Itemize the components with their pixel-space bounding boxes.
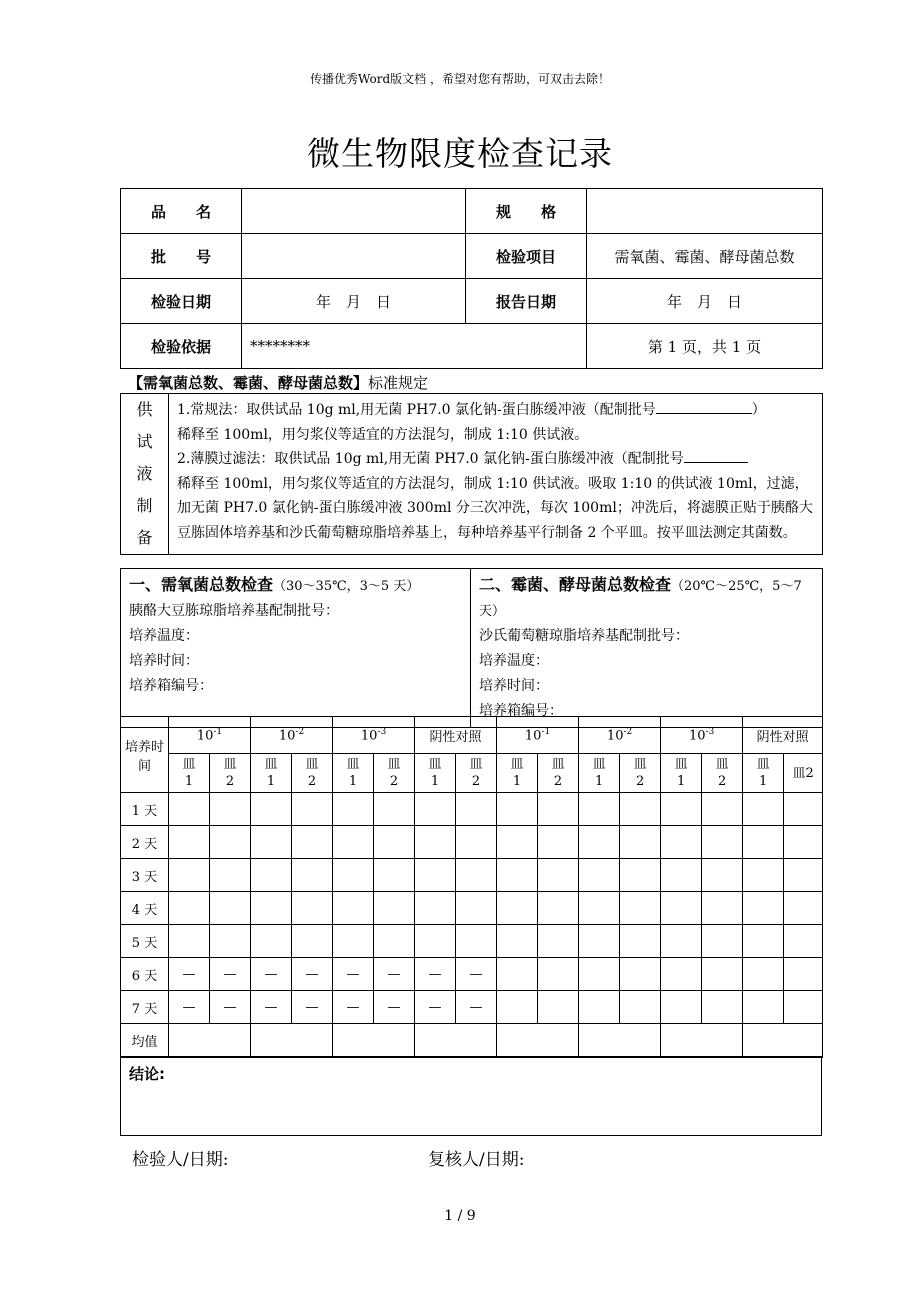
aerobic-heading <box>129 572 462 599</box>
count-cell[interactable] <box>497 892 538 925</box>
method2-text-a: 2.薄膜过滤法：取供试品 10g ml,用无菌 PH7.0 氯化钠-蛋白胨缓冲液（配制批号 <box>177 451 684 467</box>
count-cell[interactable] <box>579 826 620 859</box>
dish-label: 皿 <box>182 757 196 772</box>
count-cell[interactable] <box>743 925 784 958</box>
count-cell[interactable] <box>743 793 784 826</box>
count-cell[interactable] <box>333 892 374 925</box>
dish-header <box>374 754 415 793</box>
dilution-header <box>169 717 251 754</box>
count-cell[interactable] <box>702 826 743 859</box>
not-applicable-cell: — <box>333 991 374 1024</box>
day-label: 7 天 <box>121 991 169 1024</box>
dish-header <box>456 754 497 793</box>
header-note: 传播优秀Word版文档 ，希望对您有帮助，可双击去除！ <box>310 72 610 86</box>
reviewer-signature: 复核人/日期: <box>428 1150 525 1170</box>
count-cell[interactable] <box>456 925 497 958</box>
dish-label: 皿 <box>223 757 237 772</box>
dish-header <box>620 754 661 793</box>
count-cell[interactable] <box>251 793 292 826</box>
table-row <box>121 859 823 892</box>
method2-body: 稀释至 100ml，用匀浆仪等适宜的方法混匀，制成 1:10 供试液。吸取 1:10 的供试液 10ml，过滤，加无菌 PH7.0 氯化钠-蛋白胨缓冲液 300ml 分三次冲洗，每次 100ml；冲洗后，将滤膜正贴于胰酪大豆胨固体培养基和沙氏葡萄糖琼脂培养基上，每种培养基平行制备 2 个平皿。按平皿法测定其菌数。 <box>177 475 813 541</box>
count-cell[interactable] <box>784 793 823 826</box>
dish-header <box>702 754 743 793</box>
count-cell[interactable] <box>579 925 620 958</box>
count-cell[interactable] <box>620 859 661 892</box>
dish-label: 皿 <box>387 757 401 772</box>
dish-label: 皿 <box>633 757 647 772</box>
not-applicable-cell: — <box>292 991 333 1024</box>
count-cell[interactable] <box>784 892 823 925</box>
dilution-header <box>497 717 579 754</box>
dilution-base: 10 <box>606 728 624 744</box>
culture-table <box>120 568 823 728</box>
method1-text-a: 1.常规法：取供试品 10g ml,用无菌 PH7.0 氯化钠-蛋白胨缓冲液（配制批号 <box>177 402 656 418</box>
not-applicable-cell: — <box>456 991 497 1024</box>
average-cell[interactable] <box>169 1024 251 1058</box>
dilution-base: 10 <box>524 728 542 744</box>
aerobic-field: 培养温度： <box>129 628 199 644</box>
standard-caption-bold: 【需氧菌总数、霉菌、酵母菌总数】 <box>128 374 369 392</box>
dish-header <box>210 754 251 793</box>
day-label: 4 天 <box>121 892 169 925</box>
dilution-header <box>661 717 743 754</box>
count-cell[interactable] <box>538 925 579 958</box>
count-cell[interactable] <box>292 925 333 958</box>
dish-label: 皿 <box>715 757 729 772</box>
dish-number: 2 <box>553 774 563 789</box>
report-date-value[interactable]: 年 月 日 <box>587 279 823 324</box>
aerobic-field: 培养时间： <box>129 653 199 669</box>
dilution-exponent: -2 <box>623 726 633 737</box>
not-applicable-cell: — <box>374 991 415 1024</box>
dish-header <box>292 754 333 793</box>
average-cell[interactable] <box>251 1024 333 1058</box>
count-cell[interactable] <box>661 991 702 1024</box>
count-cell[interactable] <box>661 859 702 892</box>
conclusion-table <box>120 1056 822 1136</box>
mold-title: 二、霉菌、酵母菌总数检查 <box>479 575 672 594</box>
count-cell[interactable] <box>661 826 702 859</box>
average-cell[interactable] <box>333 1024 415 1058</box>
culture-time-header: 培养时间 <box>121 717 169 793</box>
negative-control-header: 阴性对照 <box>743 717 823 754</box>
prep-label-char: 供 <box>136 400 153 419</box>
batch-label: 批 号 <box>121 234 242 279</box>
count-cell[interactable] <box>497 826 538 859</box>
mold-field: 沙氏葡萄糖琼脂培养基配制批号： <box>479 628 689 644</box>
table-row <box>121 925 823 958</box>
count-cell[interactable] <box>169 925 210 958</box>
count-cell[interactable] <box>456 826 497 859</box>
dilution-base: 10 <box>278 728 296 744</box>
dish-number: 1 <box>512 774 522 789</box>
count-cell[interactable] <box>661 793 702 826</box>
count-cell[interactable] <box>538 826 579 859</box>
dish-label: 皿 <box>305 757 319 772</box>
batch-value[interactable] <box>242 234 466 279</box>
spec-label: 规 格 <box>466 189 587 234</box>
dish-number: 1 <box>184 774 194 789</box>
count-cell[interactable] <box>620 925 661 958</box>
day-label: 6 天 <box>121 958 169 991</box>
method1-line1 <box>177 398 814 423</box>
count-cell[interactable] <box>292 892 333 925</box>
aerobic-cond: （30～35℃，3～5 天） <box>273 579 420 594</box>
dish-number: 2 <box>225 774 235 789</box>
report-date-label: 报告日期 <box>466 279 587 324</box>
average-cell[interactable] <box>579 1024 661 1058</box>
count-cell[interactable] <box>538 859 579 892</box>
count-cell[interactable] <box>579 793 620 826</box>
count-cell[interactable] <box>702 892 743 925</box>
batch-blank-2[interactable] <box>684 448 748 463</box>
count-cell[interactable] <box>538 892 579 925</box>
aerobic-field: 培养箱编号： <box>129 678 213 694</box>
count-cell[interactable] <box>251 925 292 958</box>
count-cell[interactable] <box>251 859 292 892</box>
count-cell[interactable] <box>743 859 784 892</box>
count-cell[interactable] <box>251 826 292 859</box>
count-cell[interactable] <box>538 991 579 1024</box>
conclusion-label: 结论: <box>129 1065 165 1083</box>
count-cell[interactable] <box>292 793 333 826</box>
dish-label: 皿 <box>469 757 483 772</box>
average-cell[interactable] <box>661 1024 743 1058</box>
method2-line1 <box>177 447 814 472</box>
count-table <box>120 716 823 1058</box>
mold-heading <box>479 572 814 624</box>
dish-header <box>538 754 579 793</box>
prep-text <box>169 394 823 555</box>
page-number: 1 / 9 <box>444 1208 476 1224</box>
count-cell[interactable] <box>415 859 456 892</box>
dish-label: 皿 <box>510 757 524 772</box>
average-row <box>121 1024 823 1058</box>
dish-header <box>497 754 538 793</box>
count-cell[interactable] <box>374 826 415 859</box>
count-cell[interactable] <box>415 892 456 925</box>
count-cell[interactable] <box>210 859 251 892</box>
count-cell[interactable] <box>784 826 823 859</box>
count-cell[interactable] <box>169 793 210 826</box>
average-cell[interactable] <box>497 1024 579 1058</box>
count-cell[interactable] <box>620 991 661 1024</box>
test-item-value: 需氧菌、霉菌、酵母菌总数 <box>587 234 823 279</box>
count-cell[interactable] <box>456 859 497 892</box>
basis-label: 检验依据 <box>121 324 242 369</box>
not-applicable-cell: — <box>251 991 292 1024</box>
count-cell[interactable] <box>210 925 251 958</box>
mold-section <box>471 569 823 728</box>
not-applicable-cell: — <box>415 958 456 991</box>
count-cell[interactable] <box>374 859 415 892</box>
aerobic-section <box>121 569 471 728</box>
prep-label-char: 制 <box>136 496 153 515</box>
dish-label: 皿 <box>346 757 360 772</box>
test-date-label: 检验日期 <box>121 279 242 324</box>
prep-table <box>120 393 823 555</box>
table-row <box>121 793 823 826</box>
count-cell[interactable] <box>415 826 456 859</box>
count-cell[interactable] <box>210 826 251 859</box>
count-cell[interactable] <box>620 826 661 859</box>
dish-header: 皿2 <box>784 754 823 793</box>
dish-label: 皿 <box>428 757 442 772</box>
dish-number: 1 <box>594 774 604 789</box>
count-cell[interactable] <box>784 859 823 892</box>
count-cell[interactable] <box>661 892 702 925</box>
average-label: 均值 <box>121 1024 169 1058</box>
dish-number: 2 <box>635 774 645 789</box>
basis-value: ******** <box>242 324 587 369</box>
not-applicable-cell: — <box>210 991 251 1024</box>
dish-header <box>743 754 784 793</box>
dish-number: 1 <box>266 774 276 789</box>
day-label: 1 天 <box>121 793 169 826</box>
prep-label-char: 备 <box>136 528 153 547</box>
dilution-exponent: -1 <box>213 726 223 737</box>
method1-line2: 稀释至 100ml，用匀浆仪等适宜的方法混匀，制成 1:10 供试液。 <box>177 426 589 443</box>
average-cell[interactable] <box>415 1024 497 1058</box>
tester-signature: 检验人/日期: <box>132 1150 229 1170</box>
table-row <box>121 826 823 859</box>
dilution-header <box>251 717 333 754</box>
method1-close: ） <box>751 402 766 418</box>
mold-field: 培养箱编号： <box>479 703 563 719</box>
count-cell[interactable] <box>579 859 620 892</box>
standard-caption <box>128 372 428 393</box>
prep-label-char: 液 <box>136 464 153 483</box>
dilution-header <box>333 717 415 754</box>
dish-header <box>333 754 374 793</box>
dish-header <box>251 754 292 793</box>
dish-number: 1 <box>430 774 440 789</box>
dish-number: 1 <box>348 774 358 789</box>
product-name-label: 品 名 <box>121 189 242 234</box>
dilution-base: 10 <box>360 728 378 744</box>
count-cell[interactable] <box>497 991 538 1024</box>
count-cell[interactable] <box>497 859 538 892</box>
dilution-exponent: -3 <box>705 726 715 737</box>
day-label: 2 天 <box>121 826 169 859</box>
dilution-base: 10 <box>196 728 214 744</box>
mold-field: 培养时间： <box>479 678 549 694</box>
count-cell[interactable] <box>210 793 251 826</box>
not-applicable-cell: — <box>169 991 210 1024</box>
count-cell[interactable] <box>333 859 374 892</box>
dish-header <box>169 754 210 793</box>
count-cell[interactable] <box>169 826 210 859</box>
count-cell[interactable] <box>743 958 784 991</box>
dish-label: 皿 <box>674 757 688 772</box>
count-cell[interactable] <box>702 859 743 892</box>
dish-number: 2 <box>717 774 727 789</box>
negative-control-header: 阴性对照 <box>415 717 497 754</box>
prep-label <box>121 394 169 555</box>
dilution-exponent: -2 <box>295 726 305 737</box>
count-cell[interactable] <box>620 958 661 991</box>
count-cell[interactable] <box>702 925 743 958</box>
count-cell[interactable] <box>620 892 661 925</box>
not-applicable-cell: — <box>456 958 497 991</box>
dilution-base: 10 <box>688 728 706 744</box>
count-cell[interactable] <box>661 958 702 991</box>
dish-header <box>579 754 620 793</box>
dish-header <box>661 754 702 793</box>
test-item-label: 检验项目 <box>466 234 587 279</box>
count-cell[interactable] <box>579 958 620 991</box>
count-cell[interactable] <box>333 826 374 859</box>
count-cell[interactable] <box>497 925 538 958</box>
count-cell[interactable] <box>538 958 579 991</box>
spec-value[interactable] <box>587 189 823 234</box>
dish-number: 2 <box>389 774 399 789</box>
count-cell[interactable] <box>538 793 579 826</box>
average-cell[interactable] <box>743 1024 823 1058</box>
not-applicable-cell: — <box>251 958 292 991</box>
aerobic-field: 胰酪大豆胨琼脂培养基配制批号： <box>129 603 339 619</box>
dish-number: 2 <box>471 774 481 789</box>
dish-label: 皿 <box>264 757 278 772</box>
not-applicable-cell: — <box>415 991 456 1024</box>
count-cell[interactable] <box>415 793 456 826</box>
table-row <box>121 991 823 1024</box>
count-cell[interactable] <box>456 793 497 826</box>
mold-cond: （20℃～25℃，5～7 天） <box>479 579 802 619</box>
count-cell[interactable] <box>374 793 415 826</box>
count-cell[interactable] <box>702 991 743 1024</box>
count-cell[interactable] <box>497 958 538 991</box>
dish-number: 1 <box>758 774 768 789</box>
product-name-value[interactable] <box>242 189 466 234</box>
count-cell[interactable] <box>333 925 374 958</box>
count-cell[interactable] <box>743 991 784 1024</box>
count-cell[interactable] <box>169 892 210 925</box>
table-row <box>121 892 823 925</box>
page-title: 微生物限度检查记录 <box>307 134 613 173</box>
count-cell[interactable] <box>292 859 333 892</box>
dish-number: 1 <box>676 774 686 789</box>
dilution-header <box>579 717 661 754</box>
count-cell[interactable] <box>333 793 374 826</box>
count-cell[interactable] <box>292 826 333 859</box>
count-cell[interactable] <box>743 892 784 925</box>
prep-label-char: 试 <box>136 432 153 451</box>
dish-header <box>415 754 456 793</box>
not-applicable-cell: — <box>169 958 210 991</box>
day-label: 5 天 <box>121 925 169 958</box>
count-cell[interactable] <box>374 925 415 958</box>
count-cell[interactable] <box>743 826 784 859</box>
aerobic-title: 一、需氧菌总数检查 <box>129 575 274 594</box>
dish-label: 皿 <box>551 757 565 772</box>
not-applicable-cell: — <box>292 958 333 991</box>
count-cell[interactable] <box>374 892 415 925</box>
count-cell[interactable] <box>169 859 210 892</box>
not-applicable-cell: — <box>333 958 374 991</box>
count-cell[interactable] <box>210 892 251 925</box>
dilution-exponent: -3 <box>377 726 387 737</box>
dish-label: 皿 <box>756 757 770 772</box>
count-cell[interactable] <box>784 991 823 1024</box>
count-cell[interactable] <box>579 892 620 925</box>
dilution-exponent: -1 <box>541 726 551 737</box>
count-cell[interactable] <box>415 925 456 958</box>
batch-blank-1[interactable] <box>656 399 752 414</box>
page-info: 第 1 页，共 1 页 <box>587 324 823 369</box>
day-label: 3 天 <box>121 859 169 892</box>
count-cell[interactable] <box>702 793 743 826</box>
count-cell[interactable] <box>784 958 823 991</box>
count-cell[interactable] <box>456 892 497 925</box>
mold-field: 培养温度： <box>479 653 549 669</box>
standard-caption-text: 标准规定 <box>368 374 429 392</box>
info-table <box>120 188 823 369</box>
table-row <box>121 958 823 991</box>
count-cell[interactable] <box>497 793 538 826</box>
count-cell[interactable] <box>784 925 823 958</box>
not-applicable-cell: — <box>210 958 251 991</box>
count-cell[interactable] <box>251 892 292 925</box>
test-date-value[interactable]: 年 月 日 <box>242 279 466 324</box>
count-cell[interactable] <box>579 991 620 1024</box>
dish-label: 皿 <box>592 757 606 772</box>
count-cell[interactable] <box>702 958 743 991</box>
not-applicable-cell: — <box>374 958 415 991</box>
count-cell[interactable] <box>620 793 661 826</box>
dish-number: 2 <box>307 774 317 789</box>
count-cell[interactable] <box>661 925 702 958</box>
conclusion-cell[interactable] <box>121 1057 822 1136</box>
